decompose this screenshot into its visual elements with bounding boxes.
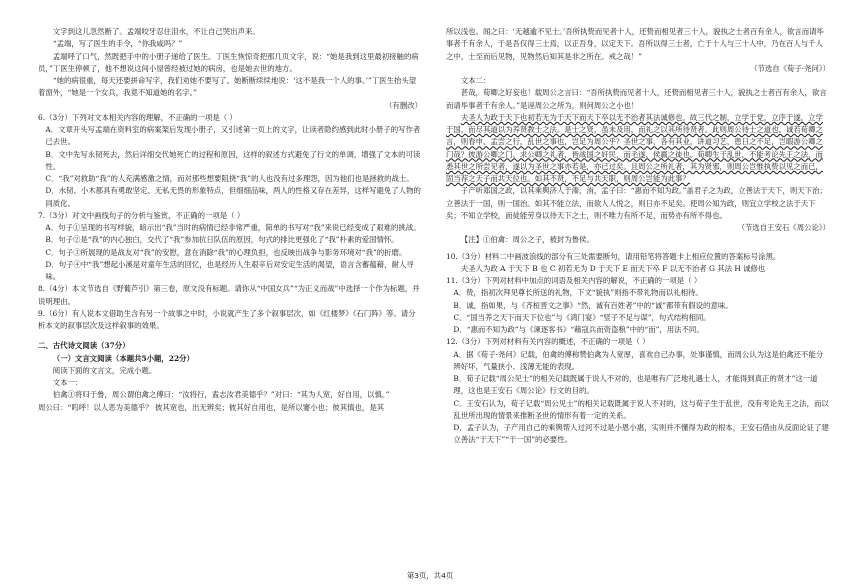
question-12-stem: 12.（3分）下列对材料有关内容的概述，不正确的一项是（ ） — [446, 337, 650, 347]
question-6-option-d: D．水韧、小木都具有勇敢坚定、无私无畏的形象特点，但细细品味，两人的性格又存在差异，这样写避免了人物的同质化。 — [45, 186, 421, 208]
text-2-source: （节选自王安石《周公论》） — [737, 223, 830, 232]
left-column — [38, 26, 422, 414]
question-6-stem: 6.（3分）下列对文本相关内容的理解，不正确的一项是（ ） — [38, 112, 237, 122]
question-7-option-b: B．句子②是“我”的内心独白，交代了“我”参加抗日队伍的原因，句式的排比更强化了“我”朴素的爱国情怀。 — [45, 235, 399, 245]
question-11-stem: 11.（3分）下列对材料中加点的词语及相关内容的解说，不正确的一项是（ ） — [446, 276, 702, 285]
text-2-paragraph — [446, 112, 830, 186]
story-paragraph: 文字到这儿忽然断了。孟端咬牙忍住泪水，不让自己哭出声来。 — [52, 27, 260, 36]
text-2-paragraph: 甚哉，荀卿之好妄也！载周公之言曰：“吾所执贽而见者十人，还贽而相见者三十人，貌执之士者百有余人，欲言而请毕事者千有余人。”是诬周公之所为，则何周公之小也！ — [446, 88, 827, 110]
question-11-option-c: C．“国当养之天下而天下位也”与《鸿门宴》“竖子不足与谋”，句式结构相同。 — [453, 312, 711, 322]
question-12-option-a: A．据《荀子·尧问》记载，伯禽的傅称赞伯禽为人宽厚，喜欢自己办事，处事谨慎，而周公认为这是伯禽还不能分辨好坏，气量狭小、浅薄无能的表现。 — [453, 349, 824, 371]
question-7-stem: 7.（3分）对文中画线句子的分析与鉴赏，不正确的一项是（ ） — [38, 210, 245, 220]
annotation-note: 【注】①伯禽：周公之子，被封为鲁侯。 — [460, 235, 594, 245]
question-7-option-a: A．句子①呈现的书写样貌，暗示出“我”当时的病情已经非常严重，简单的书写对“我”来说已经变成了艰难的挑战。 — [45, 223, 421, 232]
question-6-option-a: A．文章开头写孟端在资料室的病案架后发现小册子，又引述第一页上的文字，让读者隐约感到此时小册子的写作者已去世。 — [45, 125, 421, 147]
question-6-option-c: C．“我”对救助“我”的人充满感激之情，而对那些想要阻挠“我”的人也没有过多理怨，因为他们也是拯救的战士。 — [45, 174, 414, 183]
text-1-source: （节选自《荀子·尧问》） — [750, 63, 830, 73]
question-12-option-b: B．荀子记载“周公见士”的相关记载既属于说人不对的，也是唯有广泛地礼遇士人，才能得到真正的贤才”这一道理，这也是王安石《周公论》行文的目的。 — [453, 374, 818, 396]
story-paragraph: “孟端，写了医生的手令，“你我咸吗？” — [52, 39, 183, 49]
text-1-paragraph-end: 所以浅也。闻之曰：‘无越逾不见士。’吾所执贽而见者十人，还贽而相见者三十人，貌执之士者百有余人，欲言而请毕事者千有余人，于是吾仅得三士焉，以正吾身，以定天下。吾所以得三士者，亡于十人与三十人中，乃在百人与千人之中。士至而后见物，见物然后知其是非之所在。戒之哉！” — [446, 27, 824, 61]
story-paragraph: 孟端呼了口气，然既把手中的小册子递给了医生。丁医生恢惊奇把那几页文字，说：“她是我到这里最初接触的病员，”丁医生停顿了，他不想说这间小屋曾经被过她的病房，也是她去世的地方。 — [38, 51, 419, 73]
question-11-option-d: D．“惠而不知为政”与《谏逐客书》“藉寇兵而资盗粮”中的“而”，用法不同。 — [453, 325, 704, 334]
text-1-paragraph-cont: 周公曰：“呜呼！以人恶为美德乎？ 彼其宽也，出无辨矣；彼其好自用也，是所以窭小也；彼其慎也，是其 — [38, 402, 385, 412]
question-11-option-b: B．诚，指如果，与《齐桓晋文之事》“然，诚有百姓者”中的“诚”都带有假设的意味。 — [453, 300, 733, 310]
question-9: 9.（6分）有人说本文借助生含有另一个故事之中时，小说就产生了多个叙事层次，如《红楼梦》《石门阵》等。请分析本文的叙事层次及这样叙事的效果。 — [38, 308, 416, 330]
text-1-label: 文本一： — [52, 378, 83, 387]
question-10-punctuation-line: 夫圣人为政 A 于天下 B 也 C 初若无为 D 于天下 E 而天下卒 F 以无不治者 G 其法 H 诚修也 — [460, 263, 766, 273]
question-6-option-b: B．文中先写永韧死去，然后详细交代她死亡的过程和原因，这样的叙述方式避免了行文的单调，增强了文本的可读性。 — [45, 149, 421, 171]
wavy-underlined-passage: 夫圣人为政于天下也初若无为于天下而天下卒以无不治者其法诚修也。故三代之制，立学于党，立序于遂，立学于国，而尽其道以为养贤教士之法。是士之贤，虽未及用，而礼之以其所待贤者。此则周公待士之道也。诚若荀卿之言，则春申、孟尝之行，乱世之事也，岂足为周公乎？圣世之事，各有其业，讲道习艺，患日之不足，岂暇游公卿之门哉？彼游公卿之门、求公卿之礼者，皆战国之奸民，而毛遂、侯嬴之徒也。荀卿生于乱世，不能考论先王之法，而悉其世之所尝见者，遂以为圣世之事亦若是，亦已过矣。且周公之所礼者，其为贤邪，则周公岂惟执贽以见之而已，固当荐之天子而共天位也。如其不贤，不足与共天职，则周公岂能为此事？ — [446, 112, 823, 183]
source-note: （有删改） — [385, 100, 422, 110]
question-7-option-c: C．句子③所展现的是战友对“我”的安慰，意在消除“我”的心理负担，也反映出战争与影务环境对“我”的折磨。 — [45, 247, 407, 257]
question-7-option-d: D．句子④中“我”想起小溪是对童年生活的回忆，也是经历人生艰辛后对安定生活的渴望，语言含蓄蕴藉，耐人寻味。 — [45, 259, 414, 281]
section-2-subtitle: （一）文言文阅读（本题共5小题，22分） — [52, 353, 194, 363]
question-12-option-d: D．孟子认为，子产用自己的乘舆帮人过河不过是小恩小惠，实则并不懂得为政的根本，王安石借由从反面论证了建立善法“于天下”“于一国”的必要性。 — [453, 423, 829, 445]
text-2-paragraph: 子产听郑国之政，以其乘舆济人于溱、洧，孟子曰：“惠而不知为政。”盖君子之为政，立善法于天下，则天下治；立善法于一国，则一国治。如其不能立法，而欲人人悦之，则日亦不足矣。使周公知为政，则宜立学校之法于天下矣；不知立学校，而徒能劳身以待天下之士，则不唯力有所不足，而势亦有所不得也。 — [446, 186, 827, 220]
page-number: 第3页，共4页 — [406, 571, 454, 580]
question-8: 8.（4分）本文节选自《野葡芦引》第三卷，原文没有标题。请你从“中国女兵”“为正义而战”中选择一个作为标题，并说明理由。 — [38, 284, 420, 306]
right-column — [446, 26, 830, 447]
spacer — [38, 332, 422, 340]
question-10: 10.（3分）材料二中画波浪线的部分有三处需要断句，请用铅笔将答题卡上相应位置的答案标号涂黑。 — [446, 251, 781, 261]
section-2-title: 二、古代诗文阅读（37分） — [38, 341, 130, 351]
question-12-option-c: C．王安石认为，荀子记载“周公见士”的相关记载既属于说人不对的，这与荀子生于乱世，没有考论先王之法，而以乱世所出现的情景来推断圣世的情形有着一定的关系。 — [453, 398, 829, 420]
section-2-intro: 阅读下面的文言文，完成小题。 — [52, 365, 157, 375]
question-11-option-a: A．贽，指初次拜见尊长所送的礼物，下文“貌执”则指不带礼物而以礼相待。 — [453, 288, 703, 298]
text-2-label: 文本二： — [460, 76, 491, 85]
text-1-paragraph: 伯禽①将归于鲁，周公谓伯禽之傅曰：“汝将行，盍志汝君美德乎？”对曰：“其为人宽，好自用，以慎。” — [52, 390, 390, 400]
story-paragraph: “她的病很重，每天还要拼命写字，我们劝她不要写了。她断断续续地说：‘这不是我一个人的事。’”丁医生抬头望着窗外，“她是一个女兵，我竟不知道她的名字。” — [38, 76, 417, 98]
